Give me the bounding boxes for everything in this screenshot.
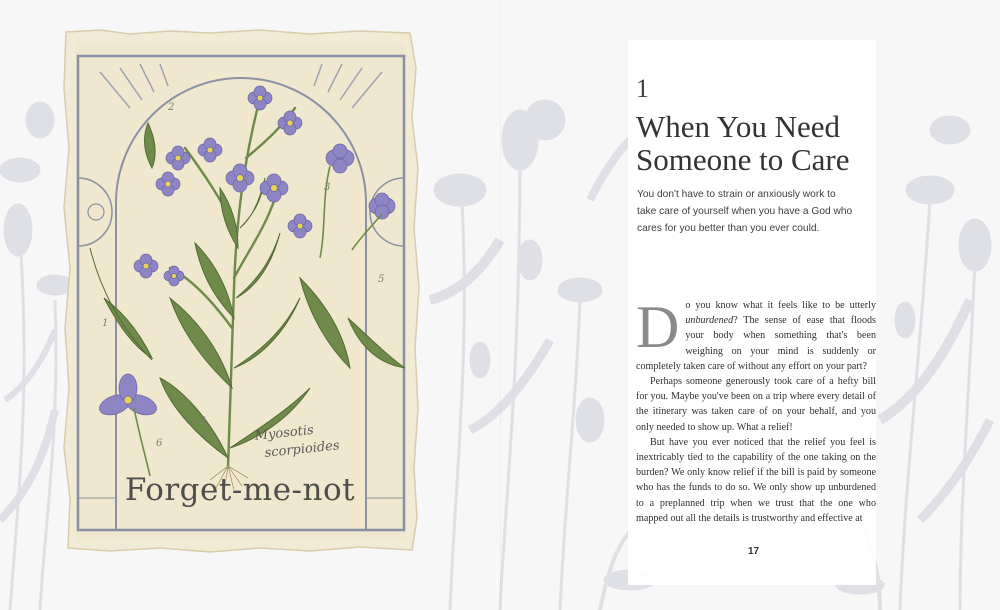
figure-label-1: 1 — [102, 318, 109, 329]
figure-label-3: 3 — [324, 182, 331, 193]
paragraph-3: But have you ever noticed that the relief you feel is inextricably tied to the capability of the one taking on the burden? We only know relief if the bill is paid by someone who has the funds to do so. We only show up unburdened to a preplanned trip when we trust that the one who mapped out all the details is trustworthy and effective at — [636, 436, 876, 524]
paragraph-1-emphasis: unburdened — [685, 315, 734, 327]
figure-label-2: 2 — [168, 102, 175, 113]
figure-label-5: 5 — [378, 274, 385, 285]
illustration-title: Forget-me-not — [124, 472, 356, 508]
figure-label-4: 4 — [200, 416, 207, 427]
chapter-title-line-2: Someone to Care — [636, 142, 850, 177]
page-number: 17 — [748, 546, 760, 557]
latin-name-genus: Myosotis — [254, 422, 315, 444]
chapter-title-line-1: When You Need — [636, 109, 841, 144]
chapter-subtitle — [637, 186, 877, 237]
figure-label-6: 6 — [156, 438, 163, 449]
drop-cap: D — [636, 294, 680, 360]
subtitle-line-2: take care of yourself when you have a God who — [637, 206, 853, 217]
paragraph-2: Perhaps someone generously took care of a hefty bill for you. Maybe you've been on a trip where every detail of the itinerary was taken care of on your behalf, and you only needed to show up. What a relief! — [636, 376, 876, 433]
paragraph-1 — [636, 294, 876, 374]
paragraph-1-rest: ? The sense of ease that floods your body when something that's been weighing on your mind is suddenly or completely taken care of without any effort on your part? — [636, 315, 876, 372]
paragraph-1-start: o you know what it feels like to be utterly — [685, 300, 876, 311]
body-text — [636, 294, 876, 526]
latin-name-species: scorpioides — [263, 438, 341, 461]
chapter-number: 1 — [636, 74, 650, 103]
chapter-title — [636, 110, 886, 176]
spread-gutter — [500, 0, 501, 610]
subtitle-line-3: cares for you better than you ever could. — [637, 223, 820, 234]
subtitle-line-1: You don't have to strain or anxiously work to — [637, 189, 836, 200]
